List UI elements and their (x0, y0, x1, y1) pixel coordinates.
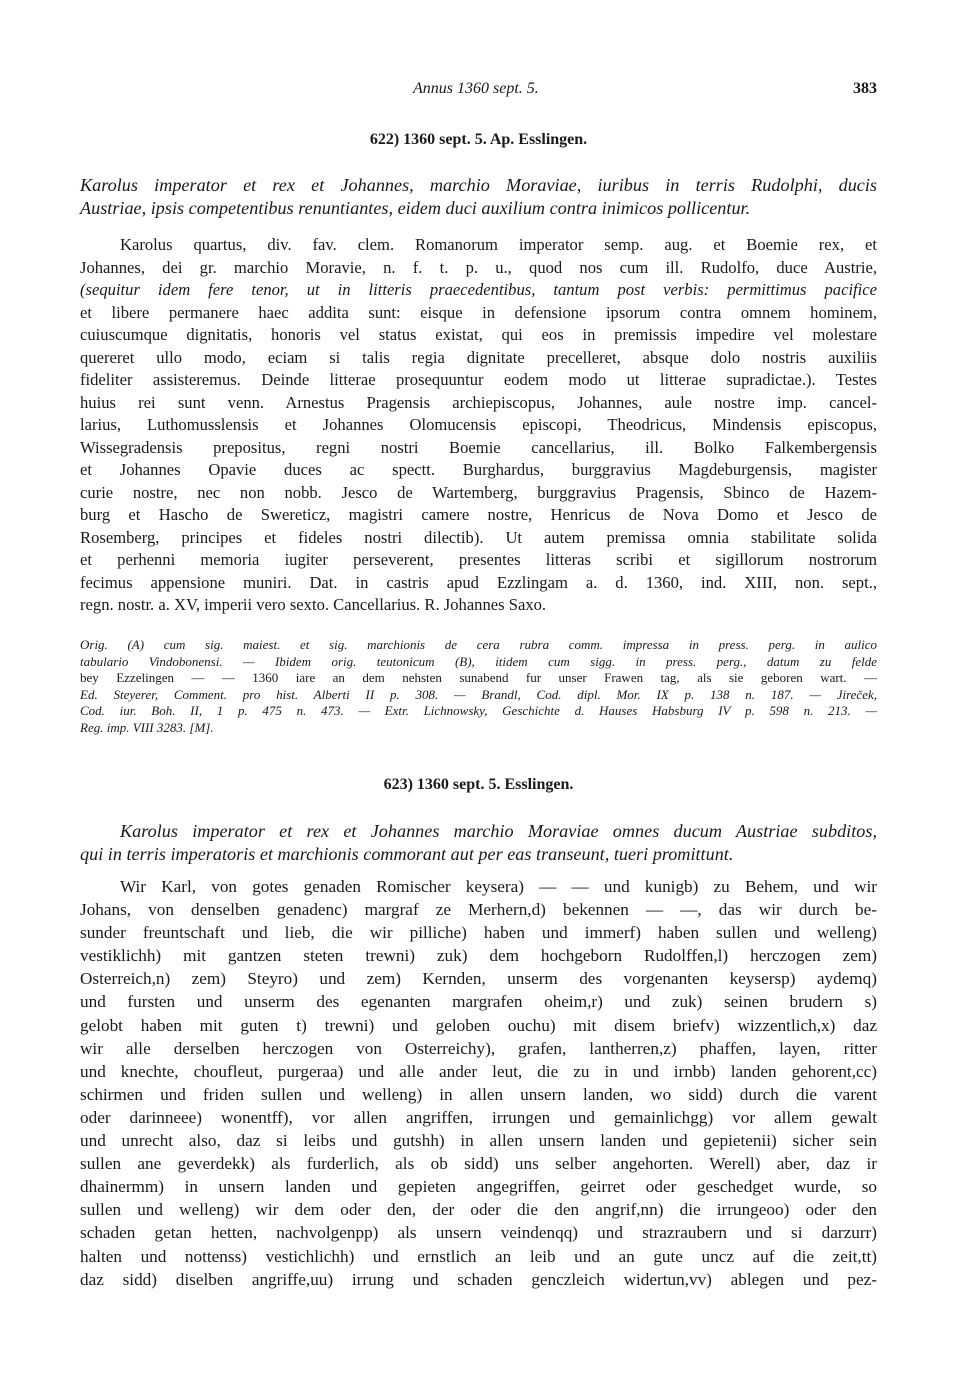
text-line: huius rei sunt venn. Arnestus Pragensis archiepiscopus, Johannes, aule nostre imp. cancel- (80, 392, 877, 412)
text-line: Osterreich,n) zem) Steyro) und zem) Kernden, unserm des vorgenanten keysersp) aydemq) (80, 969, 877, 989)
regest-623 (80, 820, 877, 866)
regest-line: Karolus imperator et rex et Johannes marchio Moraviae omnes ducum Austriae subditos, (120, 821, 877, 841)
text-line: et libere permanere haec addita sunt: eisque in defensione ipsorum contra omnem hominem, (80, 302, 877, 322)
note-line: Cod. iur. Boh. II, 1 p. 475 n. 473. — Extr. Lichnowsky, Geschichte d. Hauses Habsburg IV p. 598 n. 213. — (80, 703, 877, 719)
apparatus-notes-622 (80, 637, 877, 737)
text-line: regn. nostr. a. XV, imperii vero sexto. Cancellarius. R. Johannes Saxo. (80, 595, 547, 614)
text-line: et perhenni memoria iugiter perseverent, presentes litteras scribi et sigillorum nostrorum (80, 550, 877, 569)
text-line: Wir Karl, von gotes genaden Romischer keysera) — — und kunigb) zu Behem, und wir (120, 877, 877, 896)
text-line: fecimus appensione muniri. Dat. in castris apud Ezzlingam a. d. 1360, ind. XIII, non. sept., (80, 572, 877, 592)
text-line: daz sidd) diselben angriffe,uu) irrung und schaden genczleich widertun,vv) ablegen und pez- (80, 1269, 877, 1289)
charter-text-623 (80, 875, 877, 1291)
text-line: sullen und welleng) wir dem oder den, der oder die den angrif,nn) die irrungeoo) oder den (80, 1200, 877, 1220)
text-line: und fursten und unserm des egenanten margrafen oheim,r) und zuk) seinen brudern s) (80, 992, 877, 1012)
note-line: Orig. (A) cum sig. maiest. et sig. marchionis de cera rubra comm. impressa in press. perg. in aulico (80, 637, 877, 652)
text-line: sullen ane geverdekk) als furderlich, als ob sidd) uns selber angehorten. Werell) aber, daz ir (80, 1154, 877, 1174)
text-line: Johannes, dei gr. marchio Moravie, n. f. t. p. u., quod nos cum ill. Rudolfo, duce Austrie, (80, 257, 877, 277)
running-title: Annus 1360 sept. 5. (413, 80, 539, 97)
note-line: Ed. Steyerer, Comment. pro hist. Alberti II p. 308. — Brandl, Cod. dipl. Mor. IX p. 138 n. 187. — Jireček, (80, 686, 877, 702)
regest-line: Austriae, ipsis competentibus renuntiantes, eidem duci auxilium contra inimicos pollicentur. (80, 198, 751, 218)
note-line: Reg. imp. VIII 3283. [M]. (80, 719, 214, 735)
page-number: 383 (853, 80, 877, 97)
text-line: larius, Luthomusslensis et Johannes Olomucensis episcopi, Theodricus, Mindensis episcopus, (80, 415, 877, 434)
text-line: sunder freuntschaft und lieb, die wir pillichе) haben und immerf) haben sullen und welleng) (80, 923, 877, 943)
text-line: Johans, von denselben genadenc) margraf ze Merhern,d) bekennen — —, das wir durch be- (80, 900, 877, 920)
text-line: Wissegradensis prepositus, regni nostri Boemie cancellarius, ill. Bolko Falkembergensis (80, 437, 877, 457)
regest-622 (80, 174, 877, 220)
text-line: und unrecht also, daz si leibs und gutshh) in allen unsern landen und gepietenii) sicher sein (80, 1131, 877, 1151)
text-line: dhainermm) in unsern landen und gepieten angegriffen, geirret oder geschedget wurde, so (80, 1177, 877, 1197)
text-line: schaden getan hetten, nachvolgenpp) als unsern veindenqq) und strazraubern und si darzurr) (80, 1223, 877, 1243)
text-line: cuiuscumque dignitatis, honoris vel status existat, qui eos in premissis impedire vel molestare (80, 325, 877, 344)
text-line: quereret ullo modo, eciam si talis regia dignitate precelleret, absque dolo nostris auxiliis (80, 347, 877, 367)
text-line: curie nostre, nec non nobb. Jesco de Wartemberg, burggravius Pragensis, Sbinco de Hazem- (80, 482, 877, 502)
text-line: oder darinneee) wonentff), vor allen angriffen, irrungen und gemainlichgg) vor allem gewalt (80, 1107, 877, 1127)
text-line: wir alle derselben herczogen von Osterreichy), grafen, lantherren,z) phaffen, layen, ritter (80, 1038, 877, 1058)
running-header (80, 80, 877, 104)
regest-line: Karolus imperator et rex et Johannes, marchio Moraviae, iuribus in terris Rudolphi, ducis (80, 175, 877, 195)
document-heading-622: 622) 1360 sept. 5. Ap. Esslingen. (369, 131, 588, 148)
text-line: (sequitur idem fere tenor, ut in litteris praecedentibus, tantum post verbis: permittimus pacifice (80, 280, 877, 299)
text-line: vestiklichh) mit gantzen steten trewni) zuk) dem hochgeborn Rudolffen,l) herczogen zem) (80, 946, 877, 966)
charter-text-622 (80, 234, 877, 617)
note-line: bey Ezzelingen — — 1360 iare an dem nehsten sunabend fur unser Frawen tag, als sie geboren wart. — (80, 670, 877, 686)
text-line: et Johannes Opavie duces ac spectt. Burghardus, burggravius Magdeburgensis, magister (80, 460, 877, 479)
text-line: Karolus quartus, div. fav. clem. Romanorum imperator semp. aug. et Boemie rex, et (120, 235, 877, 254)
document-heading-623: 623) 1360 sept. 5. Esslingen. (383, 776, 574, 793)
text-line: gelobt haben mit guten t) trewni) und geloben ouchu) mit disem briefv) wizzentlich,x) daz (80, 1015, 877, 1035)
regest-line: qui in terris imperatoris et marchionis commorant aut per eas transeunt, tueri promittunt. (80, 844, 734, 864)
text-line: fideliter assisteremus. Deinde litterae prosequuntur eodem modo ut litterae supradictae.). Testes (80, 370, 877, 389)
text-line: halten und nottenss) vestichlichh) und ernstlich an leib und an gute uncz auf die zeit,tt) (80, 1246, 877, 1266)
note-line: tabulario Vindobonensi. — Ibidem orig. teutonicum (B), itidem cum sigg. in press. perg., datum zu felde (80, 653, 877, 669)
text-line: Rosemberg, principes et fideles nostri dilectib). Ut autem premissa omnia stabilitate solida (80, 527, 877, 547)
text-line: schirmen und friden sullen und welleng) in allen unsern landen, wo sidd) durch die varent (80, 1084, 877, 1104)
text-line: burg et Hascho de Swereticz, magistri camere nostre, Henricus de Nova Domo et Jesco de (80, 505, 877, 524)
text-line: und knechte, choufleut, purgeraa) und alle ander leut, die zu in und irnbb) landen gehorent,cc) (80, 1061, 877, 1081)
